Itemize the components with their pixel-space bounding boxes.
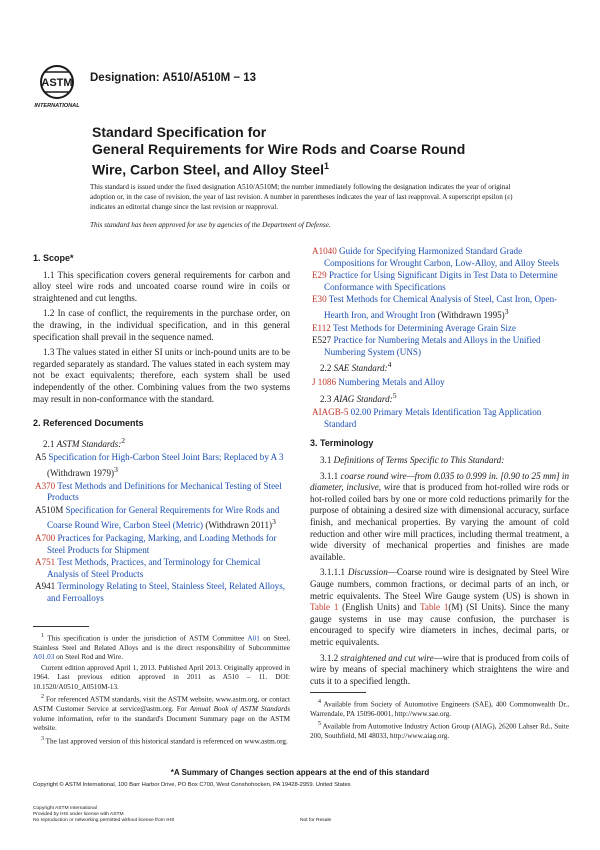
aiag-title-link[interactable]: 02.00 Primary Metals Identification Tag Application Standard: [324, 407, 542, 429]
license-line-2: Provided by IHS under license with ASTM: [33, 812, 124, 817]
reference-title-link[interactable]: Test Methods for Determining Average Grain Size: [332, 322, 517, 333]
aiag-sub-label: AIAG Standard:: [333, 393, 393, 404]
svg-text:ASTM: ASTM: [41, 77, 73, 89]
astm-reference-item[interactable]: [310, 270, 569, 293]
reference-withdrawn-note: (Withdrawn 2011): [205, 520, 273, 531]
p312-text: —wire that is produced from coils of wire by means of special machinery which straightens the wire and cuts it to a specified length.: [310, 652, 569, 686]
title-line-1: Standard Specification for: [92, 124, 267, 140]
p3111-label: Discussion: [347, 567, 388, 578]
astm-reference-item[interactable]: [33, 505, 290, 532]
reference-title-link[interactable]: Terminology Relating to Steel, Stainless Steel, Related Alloys, and Ferroalloys: [47, 581, 286, 603]
aiag-sub-num: 2.3: [320, 393, 332, 404]
aiag-standard-label: [310, 390, 569, 406]
fn1-b: on Steel, Stainless Steel and Related Alloys and is the direct responsibility of Subcommittee: [33, 634, 291, 652]
astm-reference-list-right: [310, 246, 569, 358]
fn2-b: volume information, refer to the standard's Document Summary page on the ASTM website.: [33, 714, 290, 733]
reference-code[interactable]: A370: [35, 480, 56, 491]
fn5-text: Available from Automotive Industry Action Group (AIAG), 26200 Lahser Rd., Suite 200, Southfield, MI 48033, http://www.aiag.org.: [310, 722, 569, 741]
reference-footnote-mark: 3: [272, 517, 276, 527]
sae-code-link[interactable]: J 1086: [312, 377, 336, 387]
reference-title-link[interactable]: Practice for Numbering Metals and Alloys in the Unified Numbering System (UNS): [324, 335, 541, 357]
reference-title-link[interactable]: Practice for Using Significant Digits in Test Data to Determine Conformance with Specifications: [324, 270, 558, 292]
footnote-rule-left: [33, 626, 89, 627]
scope-1-2: 1.2 In case of conflict, the requirements in the purchase order, on the drawing, in the individual specification, and in this general specification shall prevail in the sequence named.: [33, 308, 290, 342]
astm-reference-item[interactable]: [33, 452, 290, 479]
sae-sub-sup: 4: [387, 360, 392, 370]
reference-code[interactable]: A1040: [312, 246, 337, 256]
astm-sub-sup: 2: [121, 435, 126, 445]
reference-code[interactable]: A941: [35, 581, 56, 592]
table-1-link[interactable]: Table 1: [310, 602, 339, 613]
summary-of-changes-note: *A Summary of Changes section appears at the end of this standard: [170, 768, 430, 777]
sae-standard-label: [310, 359, 569, 375]
title-line-3-text: Wire, Carbon Steel, and Alloy Steel: [92, 161, 324, 178]
fn2-a: For referenced ASTM standards, visit the ASTM website, www.astm.org, or contact ASTM Customer Service at service@astm.org. For: [33, 695, 290, 714]
copyright-line: Copyright © ASTM International, 100 Barr Harbor Drive, PO Box C700, West Conshohocken, PA 19428-2959. United States: [33, 782, 351, 788]
sae-sub-label: SAE Standard:: [333, 363, 388, 374]
astm-sub-num: 2.1: [43, 438, 55, 449]
astm-standards-label: [33, 435, 290, 451]
license-line-1: Copyright ASTM International: [33, 806, 97, 811]
left-column: [33, 253, 290, 606]
p31-num: 3.1: [320, 455, 332, 465]
footnote-2: $^2$ For referenced ASTM standards, visit the ASTM website, www.astm.org, or contact ASTM Customer Service at service@astm.org. For Annual Book of ASTM Standards volume information, refer to the standard's Document Summary page on the ASTM website.: [33, 694, 290, 733]
footnote-1: $^1$ This specification is under the jurisdiction of ASTM Committee A01 on Steel, Stainless Steel and Related Alloys and is the direct responsibility of Subcommittee A01.03 on Steel Rod and Wire.: [33, 633, 291, 662]
reference-code[interactable]: A510M: [35, 504, 64, 515]
reference-code[interactable]: E527: [312, 335, 332, 346]
p3111-text-b: (English Units) and: [342, 602, 417, 613]
reference-title-link[interactable]: Specification for High-Carbon Steel Joint Bars; Replaced by A 3: [48, 452, 284, 463]
footnote-5: $^5$ Available from Automotive Industry Action Group (AIAG), 26200 Lahser Rd., Suite 200, Southfield, MI 48033, http://www.aiag.org.: [310, 721, 569, 741]
p311-term: coarse round wire—from 0.035 to 0.999 in. [0.90 to 25 mm] in diameter, inclusive,: [310, 470, 569, 493]
referenced-documents-heading: 2. Referenced Documents: [33, 418, 144, 429]
designation: Designation: A510/A510M − 13: [90, 72, 257, 84]
footnote-4: $^4$ Available from Society of Automotive Engineers (SAE), 400 Commonwealth Dr., Warrendale, PA 15096-0001, http://www.sae.org.: [310, 699, 569, 718]
astm-reference-item[interactable]: [33, 533, 290, 556]
footnote-rule-right: [310, 692, 366, 693]
astm-sub-label: ASTM Standards:: [56, 438, 122, 449]
fn4-text: Available from Society of Automotive Engineers (SAE), 400 Commonwealth Dr., Warrendale, PA 15096-0001, http://www.sae.org.: [310, 700, 569, 718]
aiag-code-link[interactable]: AIAGB-5: [312, 407, 349, 418]
reference-code[interactable]: A700: [35, 532, 56, 543]
astm-reference-item[interactable]: [33, 581, 290, 604]
astm-reference-item[interactable]: [310, 246, 569, 269]
document-title: [92, 124, 532, 179]
terminology-3-1-1-1: [310, 567, 569, 648]
p311-text: wire that is produced from hot-rolled wire rods or hot-rolled coiled bars by one or more cold reductions primarily for the purpose of obtaining a desired size with dimensional accuracy, surface finish, and mechanical properties. By varying the amount of cold reduction and other wire mill practices, including thermal treatment, a wide diversity of mechanical properties and finishes are made available.: [310, 482, 569, 562]
footnotes-right: [310, 698, 569, 743]
reference-code[interactable]: E112: [312, 322, 331, 333]
terminology-heading: 3. Terminology: [310, 438, 374, 449]
terminology-3-1-1: [310, 471, 569, 564]
p3111-num: 3.1.1.1: [320, 567, 346, 578]
reference-footnote-mark: 3: [114, 464, 118, 474]
reference-title-link[interactable]: Specification for General Requirements for Wire Rods and Coarse Round Wire, Carbon Steel (Metric): [47, 504, 280, 531]
reference-code[interactable]: E30: [312, 294, 327, 305]
scope-heading: 1. Scope*: [33, 253, 74, 263]
aiag-reference[interactable]: [310, 407, 569, 430]
p3111-text-a: —Coarse round wire is designated by Steel Wire Gauge numbers, common fractions, or decimal parts of an inch, or metric equivalents. The Steel Wire Gauge system (US) is shown in: [310, 567, 569, 601]
title-line-2: General Requirements for Wire Rods and Coarse Round: [92, 141, 466, 157]
title-line-3: [92, 158, 532, 179]
sae-reference[interactable]: [310, 377, 569, 389]
not-for-resale: Not for Resale: [300, 818, 332, 823]
reference-withdrawn-note: (Withdrawn 1995): [437, 310, 505, 320]
astm-reference-item[interactable]: [310, 335, 569, 358]
svg-text:INTERNATIONAL: INTERNATIONAL: [34, 103, 80, 109]
footnotes-left: [33, 632, 290, 748]
scope-1-1: 1.1 This specification covers general requirements for carbon and alloy steel wire rods and uncoated coarse round wire in coils or straightened and cut lengths.: [33, 269, 290, 303]
astm-reference-item[interactable]: [310, 323, 569, 335]
aiag-sub-sup: 5: [392, 390, 397, 400]
footnote-1-edition: Current edition approved April 1, 2013. Published April 2013. Originally approved in 1964. Last previous edition approved in 2011 as A510 – 11. DOI: 10.1520/A0510_A0510M-13.: [33, 663, 290, 691]
fn2-italic: Annual Book of ASTM Standards: [189, 705, 290, 714]
sae-sub-num: 2.2: [320, 363, 332, 374]
astm-reference-item[interactable]: [310, 294, 569, 321]
p311-num: 3.1.1: [320, 470, 339, 481]
sae-title-link[interactable]: Numbering Metals and Alloy: [338, 377, 445, 387]
p31-label: Definitions of Terms Specific to This Standard:: [333, 455, 505, 465]
astm-logo: [33, 62, 81, 110]
reference-withdrawn-note: (Withdrawn 1979): [47, 467, 115, 478]
title-footnote-mark: 1: [323, 161, 329, 171]
reference-code[interactable]: A5: [35, 452, 47, 463]
issued-note: This standard is issued under the fixed designation A510/A510M; the number immediately following the designation indicates the year of original adoption or, in the case of revision, the year of last revision. A number in parentheses indicates the year of last reapproval. A superscript epsilon (ε) indicates an editorial change since the last revision or reapproval.: [90, 183, 513, 211]
terminology-3-1: [310, 455, 569, 467]
astm-reference-list-left: [33, 452, 290, 604]
reference-title-link[interactable]: Guide for Specifying Harmonized Standard Grade Compositions for Wrought Carbon, Low-Alloy, and Alloy Steels: [324, 246, 560, 268]
fn3-text: The last approved version of this historical standard is referenced on www.astm.org.: [45, 737, 288, 746]
committee-a01-link[interactable]: A01: [247, 634, 260, 643]
subcommittee-a0103-link[interactable]: A01.03: [33, 653, 55, 662]
reference-title-link[interactable]: Practices for Packaging, Marking, and Loading Methods for Steel Products for Shipment: [47, 532, 277, 555]
right-column: [310, 246, 569, 691]
fn1-c: on Steel Rod and Wire.: [56, 653, 124, 662]
table-1m-link[interactable]: Table 1: [420, 602, 449, 613]
terminology-3-1-2: [310, 653, 569, 688]
license-line-3: No reproduction or networking permitted without license from IHS: [33, 818, 175, 823]
reference-footnote-mark: 3: [504, 306, 509, 316]
astm-reference-item[interactable]: [33, 481, 290, 504]
footnote-3: $^3$ The last approved version of this historical standard is referenced on www.astm.org.: [41, 735, 288, 746]
license-block: [33, 806, 174, 824]
fn1-a: This specification is under the jurisdiction of ASTM Committee: [47, 634, 245, 643]
reference-title-link[interactable]: Test Methods, Practices, and Terminology for Chemical Analysis of Steel Products: [47, 557, 261, 579]
reference-code[interactable]: A751: [35, 557, 56, 568]
p3111-text-c: (M) (SI Units). Since the many gauge systems in use may cause confusion, the purchaser is encouraged to specify wire diameters in inches, decimal parts, or metric equivalents.: [310, 602, 570, 647]
p312-num: 3.1.2: [320, 652, 339, 663]
reference-title-link[interactable]: Test Methods for Chemical Analysis of Steel, Cast Iron, Open-Hearth Iron, and Wrought Iron: [324, 294, 558, 320]
reference-title-link[interactable]: Test Methods and Definitions for Mechanical Testing of Steel Products: [47, 480, 282, 503]
scope-1-3: 1.3 The values stated in either SI units or inch-pound units are to be regarded separately as standard. The values stated in each system may not be exact equivalents; therefore, each system shall be used independently of the other. Combining values from the two systems may result in non-conformance with the standard.: [33, 347, 290, 404]
dod-approved-note: This standard has been approved for use by agencies of the Department of Defense.: [90, 221, 331, 229]
p312-term: straightened and cut wire: [340, 652, 434, 663]
astm-reference-item[interactable]: [33, 557, 290, 580]
reference-code[interactable]: E29: [312, 270, 327, 281]
